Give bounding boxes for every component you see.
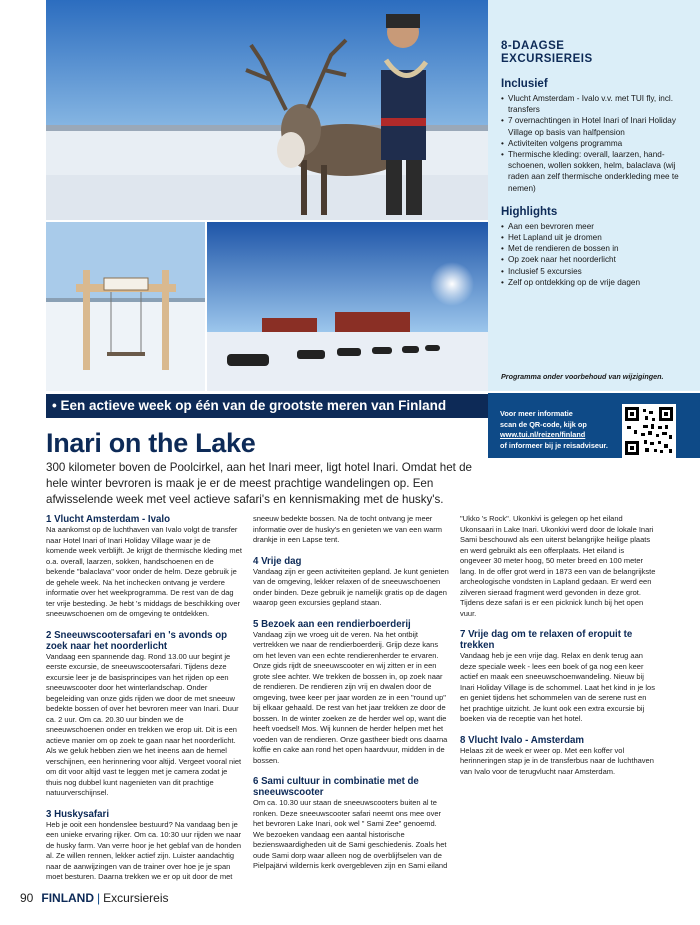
qr-text-line: Voor meer informatie: [500, 409, 573, 418]
inclusief-list: [501, 93, 691, 194]
qr-info-box: [488, 393, 700, 458]
day-6-title: 6 Sami cultuur in combinatie met de sneeuwscooter: [253, 776, 419, 798]
day-5-title: 5 Bezoek aan een rendierboerderij: [253, 618, 411, 630]
day-8-title: 8 Vlucht Ivalo - Amsterdam: [460, 734, 584, 746]
page-number: 90: [20, 891, 34, 905]
day-7-title: 7 Vrije dag om te relaxen of eropuit te trekken: [460, 629, 633, 651]
qr-text-line: scan de QR-code, kijk op: [500, 419, 587, 429]
highlights-list: [501, 221, 691, 288]
day-6-text-continued: "Ukko 's Rock". Ukonkivi is gelegen op het eiland Ukonsaari in Lake Inari. Ukonkivi werd door de lokale Inari Sami beschouwd als een uiterst belangrijke heilige plaats en werd gebruikt als een offerplaats. Het eiland is ongeveer 30 meter hoog, 50 meter breed en 100 meter lang. In de offer grot werd in 1873 een van de belangrijkste archeologische vondsten in Lapland gedaan. Er werd een zilveren sieraad fragment werd gevonden in deze grot. Tijdens deze safari is er een picknick lunch bij het open vuur.: [460, 514, 656, 618]
day-1-text: Na aankomst op de luchthaven van Ivalo volgt de transfer naar Hotel Inari of Inari Holiday Village waar je de komende week verblijft. Je krijgt de thermische kleding met o.a. overall, laarzen, sokken, handschoenen en de bekende "balaclava" voor onder de helm. Deze gebruik je de gehele week. Na het inchecken ontvang je verdere informatie over het weekprogramma. De rest van de dag ter vrije besteding. Je hebt 's middags de beschikking over sneeuwschoenen om de omgeving te ontdekken.: [46, 525, 242, 618]
list-item: • Aan een bevroren meer: [501, 221, 691, 232]
trip-type-heading-line1: 8-DAAGSE: [501, 40, 565, 52]
list-item: • Met de rendieren de bossen in: [501, 243, 691, 254]
list-item: • 7 overnachtingen in Hotel Inari of Inari Holiday Village op basis van halfpension: [501, 115, 691, 137]
list-item: • Het Lapland uit je dromen: [501, 232, 691, 243]
tagline-banner: • Een actieve week op één van de grootste meren van Finland: [46, 394, 488, 418]
qr-text-line: of informeer bij je reisadviseur.: [500, 440, 608, 450]
day-5-text: Vandaag zijn we vroeg uit de veren. Na het ontbijt vertrekken we naar de rendierboerderij. Grijp deze kans om het leven van een echte rendierenherder te ervaren. Onze gids rijdt de sneeuwscooter en wij zitten er in een grote slee achter. We trekken de bossen in, op zoek naar de rendieren. De rendieren zijn vrij en dwalen door de omgeving, twee keer per jaar worden ze in een "round up" bij elkaar gehaald. De rest van het jaar trekken ze door de bossen. In de winter zoeken ze de herder wel op, want die heeft voedsel! Mos. Wij kunnen de herder helpen met het voeden van de rendieren. Onze gastheer biedt ons daarna koffie en cake aan rond het open haardvuur, midden in de bossen.: [253, 629, 448, 765]
inclusief-heading: Inclusief: [501, 78, 548, 90]
day-6-text: Om ca. 10.30 uur staan de sneeuwscooters buiten al te ronken. Deze sneeuwscooter safari neemt ons mee over het bevroren Lake Inari, ook wel " Sami Zee" genoemd. We bezoeken vandaag een aantal historische bezienswaardigheden uit de Sami geschiedenis. Zoals het oude Sami dorp waar alleen nog de overblijfselen van de Pielpajärvi wildernis kerk overgebleven zijn en Sami eiland: [253, 798, 448, 870]
footer-category: Excursiereis: [103, 891, 169, 905]
footer-country: FINLAND: [41, 891, 95, 905]
page-footer: [20, 891, 169, 905]
day-3-title: 3 Huskysafari: [46, 808, 110, 820]
list-item: • Vlucht Amsterdam - Ivalo v.v. met TUI fly, incl. transfers: [501, 93, 691, 115]
itinerary-column-1: [46, 514, 242, 883]
photo-reindeer-herder: [46, 0, 488, 220]
website-link[interactable]: www.tui.nl/reizen/finland: [500, 430, 586, 439]
highlights-heading: Highlights: [501, 205, 558, 218]
day-4-text: Vandaag zijn er geen activiteiten gepland. Je kunt genieten van de omgeving, lekker relaxen of de sneeuwschoenen onder binden. Deze gebruik je namelijk gratis op de dagen waarop geen excursies gepland staan.: [253, 566, 449, 607]
list-item: • Thermische kleding: overall, laarzen, hand-schoenen, wollen sokken, helm, balaclava (wij raden aan zelf thermische onderkleding mee te nemen): [501, 149, 691, 194]
page-title: Inari on the Lake: [46, 428, 256, 458]
photo-snowmobiles: [207, 222, 488, 391]
qr-info-text: [500, 409, 620, 451]
qr-code-icon[interactable]: [622, 404, 676, 458]
day-2-title: 2 Sneeuwscootersafari en 's avonds op zoek naar het noorderlicht: [46, 629, 228, 652]
list-item: • Op zoek naar het noorderlicht: [501, 254, 691, 265]
day-8-text: Helaas zit de week er weer op. Met een koffer vol herinneringen stap je in de transferbus naar de luchthaven van Ivalo voor de terugvlucht naar Amsterdam.: [460, 745, 654, 776]
footer-separator: |: [97, 891, 101, 905]
day-1-title: 1 Vlucht Amsterdam - Ivalo: [46, 514, 170, 525]
program-disclaimer: Programma onder voorbehoud van wijzigingen.: [501, 372, 664, 381]
intro-paragraph: 300 kilometer boven de Poolcirkel, aan het Inari meer, ligt hotel Inari. Omdat het de hele winter bevroren is maak je er de meest prachtige wandelingen op. Een afwisselende week met veel actieve safari's en kennismaking met de husky's.: [46, 461, 472, 507]
list-item: • Inclusief 5 excursies: [501, 266, 691, 277]
itinerary-column-3: [460, 514, 656, 777]
day-3-text-continued: sneeuw bedekte bossen. Na de tocht ontvang je meer informatie over de husky's en genieten we van een warm drankje in een Lapse tent.: [253, 514, 443, 544]
photo-swing-on-lake: [46, 222, 205, 391]
list-item: • Zelf op ontdekking op de vrije dagen: [501, 277, 691, 288]
day-3-text: Heb je ooit een hondenslee bestuurd? Na vandaag ben je een unieke ervaring rijker. Om ca. 10:30 uur rijden we naar de husky farm. Van verre hoor je het geblaf van de honden al. Ze willen rennen, lekker actief zijn. Luister aandachtig naar de aanwijzingen van de trainer over hoe je je span moet besturen. Daarna trekken we er op uit door de met: [46, 819, 242, 881]
trip-type-heading-line2: EXCURSIEREIS: [501, 53, 593, 65]
trip-info-sidebar: [488, 0, 700, 391]
day-2-text: Vandaag een spannende dag. Rond 13.00 uur begint je eerste excursie, de sneeuwscootersafari. Tijdens deze excursie leer je de basisprincipes van het rijden op een sneeuwscooter door het winterlandschap. Onder begeleiding van onze gids rijden we door de met sneeuw bedekte bossen of over het bevroren meer van Inari. Duur ca. 2 uur. Om ca. 20.30 uur binden we de sneeuwschoenen onder en trekken we erop uit. Dit is een actieve manier om op zoek te gaan naar het noorderlicht. Als we geluk hebben zien we het ineens aan de hemel verschijnen, een herinnering voor altijd. Vergeet vooral niet om dit voor altijd vast te leggen met je camera zodat je thuis nog dubbel kunt nagenieten van dit prachtige natuurverschijnsel.: [46, 651, 242, 797]
day-4-title: 4 Vrije dag: [253, 555, 302, 567]
list-item: • Activiteiten volgens programma: [501, 138, 691, 149]
itinerary-column-2: [253, 514, 449, 872]
day-7-text: Vandaag heb je een vrije dag. Relax en denk terug aan deze speciale week - lees een boek of ga nog een keer actief en maak een sneeuwschoenwandeling. Nieuw bij Inari Holiday Village is de schommel. Laat het kind in je los en geniet tijdens het schommelen van de serene rust en het prachtige uitzicht. Je kunt ook een extra excursie bij boeken via de receptie van het hotel.: [460, 651, 655, 723]
